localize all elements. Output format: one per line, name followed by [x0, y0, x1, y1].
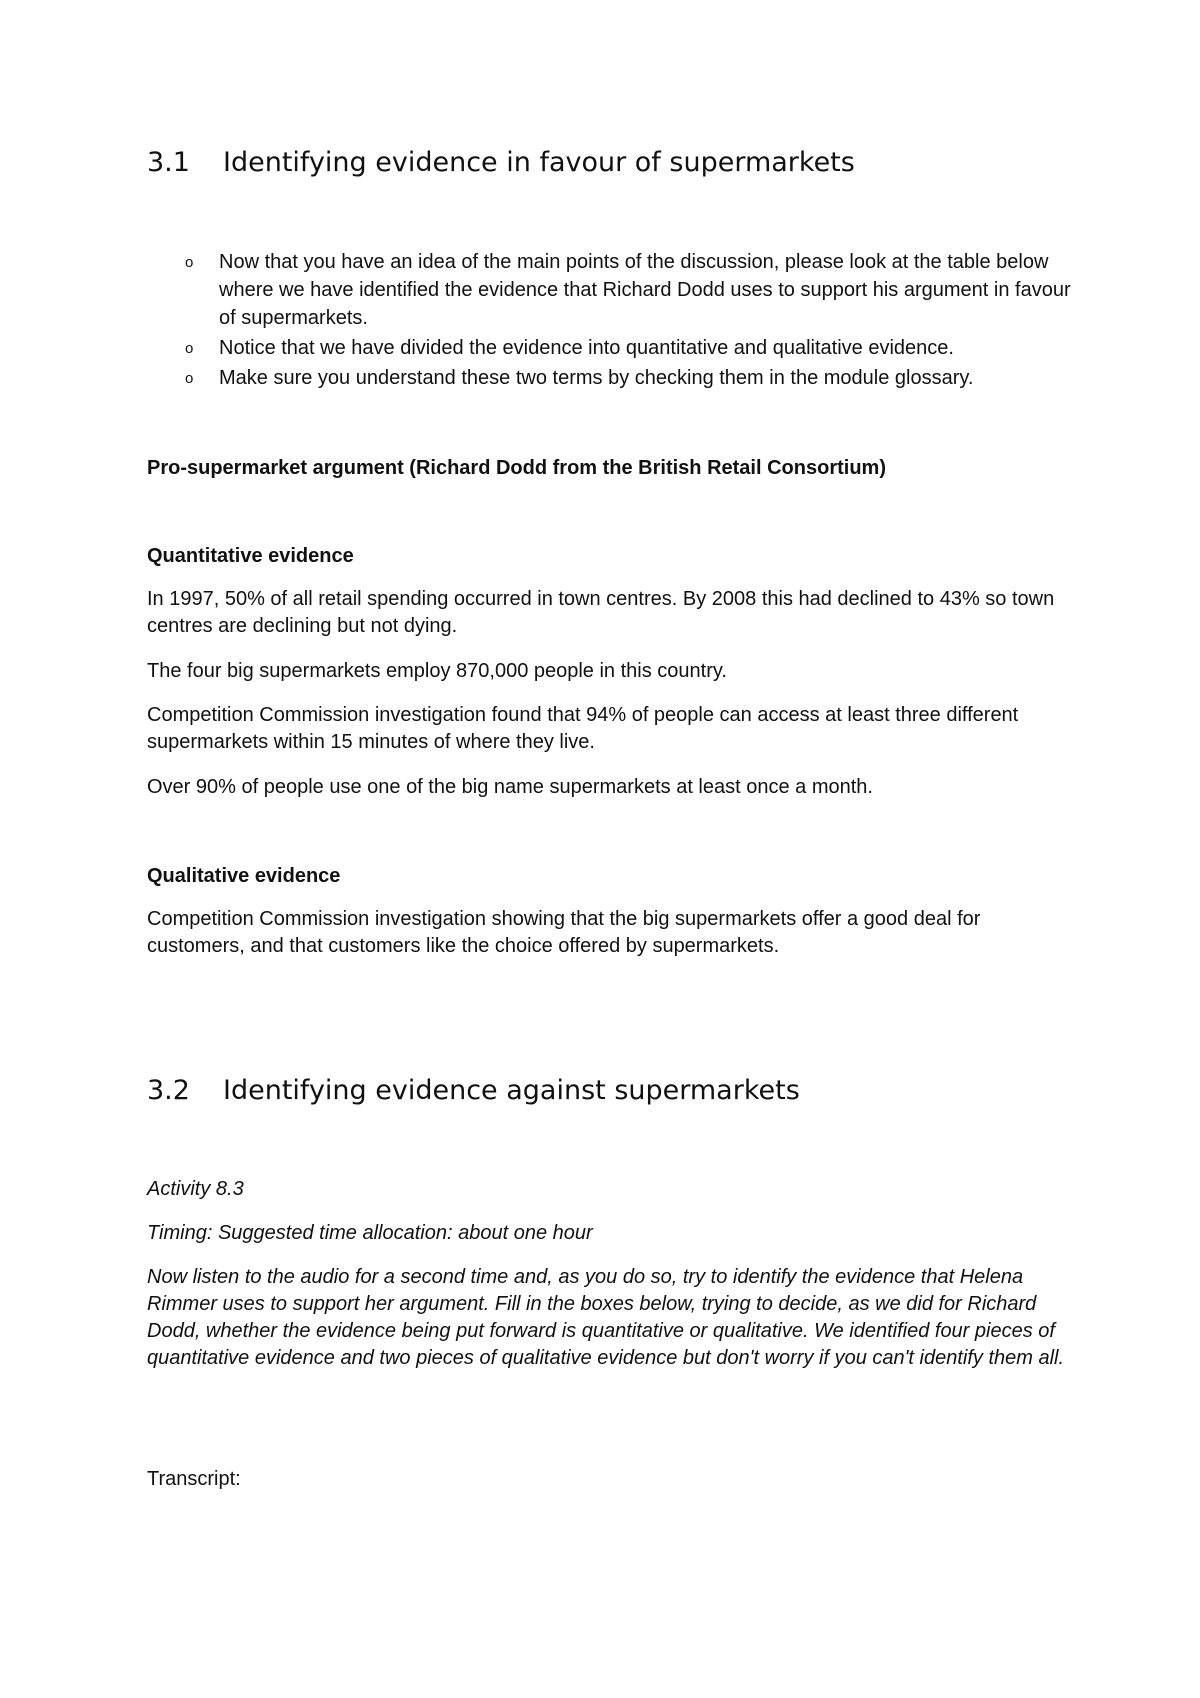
qualitative-heading: Qualitative evidence	[147, 865, 341, 887]
bullet-text: Now that you have an idea of the main points of the discussion, please look at the table below where we have identified the evidence that Richard Dodd uses to support his argument in favour of supermarkets.	[219, 251, 1071, 329]
activity-label: Activity 8.3	[147, 1178, 244, 1200]
timing-text: Timing: Suggested time allocation: about one hour	[147, 1222, 593, 1244]
section-title: Identifying evidence against supermarkets	[223, 1075, 800, 1106]
section-number: 3.1	[147, 147, 190, 178]
bullet-marker: o	[185, 340, 194, 357]
list-item	[147, 248, 1077, 332]
activity-instructions: Now listen to the audio for a second time and, as you do so, try to identify the evidence that Helena Rimmer uses to support her argument. Fill in the boxes below, trying to decide, as we did for Richard Dodd, whether the evidence being put forward is quantitative or qualitative. We identified four pieces of quantitative evidence and two pieces of qualitative evidence but don't worry if you can't identify them all.	[147, 1266, 1065, 1369]
section-number: 3.2	[147, 1075, 190, 1106]
quantitative-heading: Quantitative evidence	[147, 545, 354, 567]
section-heading-3-1	[147, 146, 855, 180]
instruction-bullet-list	[147, 248, 1077, 394]
quantitative-paragraph: Competition Commission investigation found that 94% of people can access at least three different supermarkets within 15 minutes of where they live.	[147, 704, 1019, 753]
qualitative-paragraph: Competition Commission investigation showing that the big supermarkets offer a good deal for customers, and that customers like the choice offered by supermarkets.	[147, 908, 981, 957]
list-item	[147, 364, 1077, 392]
section-title: Identifying evidence in favour of supermarkets	[223, 147, 855, 178]
argument-heading: Pro-supermarket argument (Richard Dodd from the British Retail Consortium)	[147, 457, 886, 479]
list-item	[147, 334, 1077, 362]
transcript-label: Transcript:	[147, 1468, 241, 1490]
bullet-text: Notice that we have divided the evidence into quantitative and qualitative evidence.	[219, 337, 954, 359]
quantitative-paragraph: The four big supermarkets employ 870,000 people in this country.	[147, 660, 727, 682]
bullet-marker: o	[185, 254, 194, 271]
bullet-text: Make sure you understand these two terms by checking them in the module glossary.	[219, 367, 974, 389]
quantitative-paragraph: In 1997, 50% of all retail spending occurred in town centres. By 2008 this had declined to 43% so town centres are declining but not dying.	[147, 588, 1055, 637]
quantitative-paragraph: Over 90% of people use one of the big name supermarkets at least once a month.	[147, 776, 873, 798]
bullet-marker: o	[185, 370, 194, 387]
section-heading-3-2	[147, 1074, 800, 1108]
